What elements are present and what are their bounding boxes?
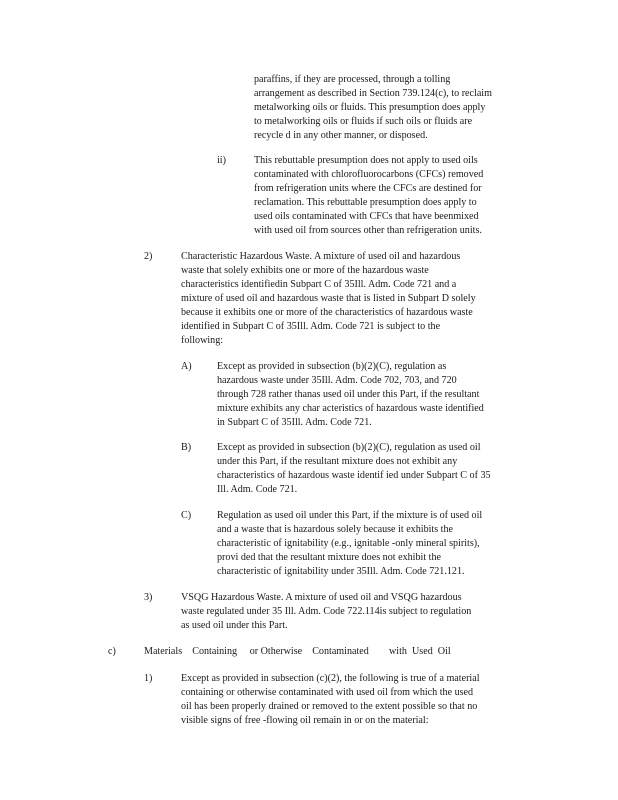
text-line: recycle d in any other manner, or disposed. — [254, 130, 428, 141]
paragraph-ii — [254, 154, 530, 238]
text-line: oil has been properly drained or removed to the extent possible so that no — [181, 701, 478, 712]
text-line: visible signs of free -flowing oil remain in or on the material: — [181, 715, 429, 726]
text-line: Regulation as used oil under this Part, if the mixture is of used oil — [217, 510, 483, 521]
text-line: Characteristic Hazardous Waste. A mixture of used oil and hazardous — [181, 251, 461, 262]
item-label-C: C) — [181, 510, 192, 521]
text-line: paraffins, if they are processed, through a tolling — [254, 74, 451, 85]
text-line: with used oil from sources other than refrigeration units. — [254, 225, 482, 236]
text-line: mixture of used oil and hazardous waste that is listed in Subpart D solely — [181, 293, 476, 304]
text-line: Ill. Adm. Code 721. — [217, 484, 298, 495]
text-line: metalworking oils or fluids. This presumption does apply — [254, 102, 486, 113]
text-line: characteristic of ignitability under 35Ill. Adm. Code 721.121. — [217, 566, 465, 577]
text-line: reclamation. This rebuttable presumption does apply to — [254, 197, 477, 208]
text-line: Except as provided in subsection (b)(2)(C), regulation as — [217, 361, 447, 372]
text-line: characteristics of hazardous waste identif ied under Subpart C of 35 — [217, 470, 491, 481]
text-line: Except as provided in subsection (b)(2)(C), regulation as used oil — [217, 442, 481, 453]
text-line: waste that solely exhibits one or more of the hazardous waste — [181, 265, 429, 276]
text-line: Except as provided in subsection (c)(2), the following is true of a material — [181, 673, 480, 684]
paragraph-C — [217, 509, 533, 579]
item-label-2: 2) — [144, 251, 153, 262]
text-line: to metalworking oils or fluids if such oils or fluids are — [254, 116, 473, 127]
text-line: following: — [181, 335, 224, 346]
text-line: provi ded that the resultant mixture does not exhibit the — [217, 552, 441, 563]
text-line: contaminated with chlorofluorocarbons (CFCs) removed — [254, 169, 484, 180]
paragraph-c1 — [181, 672, 533, 728]
item-label-ii: ii) — [217, 155, 226, 166]
text-line: hazardous waste under 35Ill. Adm. Code 702, 703, and 720 — [217, 375, 457, 386]
text-line: through 728 rather thanas used oil under this Part, if the resultant — [217, 389, 480, 400]
text-line: mixture exhibits any char acteristics of hazardous waste identified — [217, 403, 484, 414]
text-line: This rebuttable presumption does not apply to used oils — [254, 155, 478, 166]
text-line: arrangement as described in Section 739.124(c), to reclaim — [254, 88, 492, 99]
paragraph-3 — [181, 591, 521, 633]
item-label-c1: 1) — [144, 673, 153, 684]
item-label-3: 3) — [144, 592, 153, 603]
text-line: in Subpart C of 35Ill. Adm. Code 721. — [217, 417, 372, 428]
text-line: used oils contaminated with CFCs that have beenmixed — [254, 211, 479, 222]
text-line: from refrigeration units where the CFCs are destined for — [254, 183, 482, 194]
text-line: and a waste that is hazardous solely because it exhibits the — [217, 524, 454, 535]
text-line: because it exhibits one or more of the characteristics of hazardous waste — [181, 307, 473, 318]
paragraph-B — [217, 441, 539, 497]
item-label-B: B) — [181, 442, 192, 453]
paragraph-2 — [181, 250, 533, 348]
item-label-A: A) — [181, 361, 192, 372]
continuation-paragraph — [254, 73, 530, 143]
text-line: containing or otherwise contaminated with used oil from which the used — [181, 687, 474, 698]
section-label-c: c) — [108, 646, 116, 657]
text-line: identified in Subpart C of 35Ill. Adm. Code 721 is subject to the — [181, 321, 441, 332]
text-line: waste regulated under 35 Ill. Adm. Code 722.114is subject to regulation — [181, 606, 472, 617]
text-line: characteristic of ignitability (e.g., ignitable -only mineral spirits), — [217, 538, 480, 549]
text-line: VSQG Hazardous Waste. A mixture of used oil and VSQG hazardous — [181, 592, 462, 603]
text-line: as used oil under this Part. — [181, 620, 288, 631]
text-line: characteristics identifiedin Subpart C of 35Ill. Adm. Code 721 and a — [181, 279, 457, 290]
section-heading-c: Materials Containing or Otherwise Contaminated with Used Oil — [144, 646, 451, 657]
paragraph-A — [217, 360, 527, 430]
text-line: under this Part, if the resultant mixture does not exhibit any — [217, 456, 458, 467]
